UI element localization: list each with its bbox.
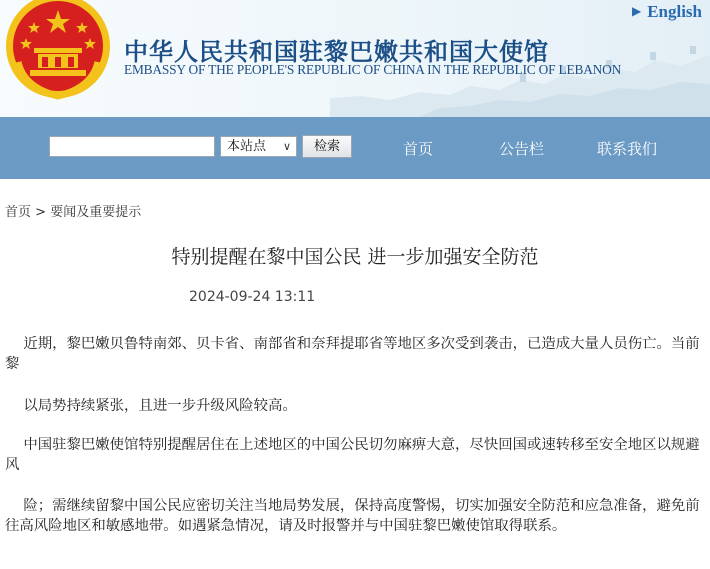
chevron-down-icon: ∨ bbox=[282, 140, 291, 153]
nav-item-home[interactable]: 首页 bbox=[403, 140, 434, 158]
article-paragraph: 中国驻黎巴嫩使馆特别提醒居住在上述地区的中国公民切勿麻痹大意，尽快回国或速转移至安全地区以规避风 bbox=[5, 437, 700, 473]
article-date: 2024-09-24 13:11 bbox=[189, 289, 316, 305]
embassy-title-english: EMBASSY OF THE PEOPLE'S REPUBLIC OF CHINA IN THE REPUBLIC OF LEBANON bbox=[124, 62, 622, 77]
english-language-link[interactable] bbox=[632, 2, 702, 22]
main-nav-bar bbox=[0, 117, 710, 179]
nav-item-contact[interactable]: 联系我们 bbox=[597, 140, 658, 158]
breadcrumb-home-link[interactable]: 首页 bbox=[5, 205, 32, 220]
national-emblem-icon bbox=[4, 0, 112, 104]
search-scope-value: 本站点 bbox=[227, 139, 267, 154]
search-scope-select[interactable] bbox=[220, 136, 297, 157]
article-title: 特别提醒在黎中国公民 进一步加强安全防范 bbox=[171, 246, 539, 268]
embassy-title-chinese: 中华人民共和国驻黎巴嫩共和国大使馆 bbox=[124, 37, 549, 66]
breadcrumb-current[interactable]: 要闻及重要提示 bbox=[50, 205, 142, 220]
search-input[interactable] bbox=[49, 136, 215, 157]
article-paragraph: 以局势持续紧张，且进一步升级风险较高。 bbox=[5, 398, 297, 414]
nav-item-notices[interactable]: 公告栏 bbox=[499, 140, 545, 158]
search-button[interactable]: 检索 bbox=[302, 135, 352, 158]
triangle-right-icon: ▶ bbox=[631, 4, 642, 18]
site-header bbox=[0, 0, 710, 117]
breadcrumb-separator: > bbox=[35, 205, 47, 220]
english-link-label: English bbox=[647, 2, 702, 21]
article-paragraph: 险；需继续留黎中国公民应密切关注当地局势发展，保持高度警惕，切实加强安全防范和应急准备，避免前往高风险地区和敏感地带。如遇紧急情况，请及时报警并与中国驻黎巴嫩使馆取得联系。 bbox=[5, 498, 700, 534]
article-paragraph: 近期，黎巴嫩贝鲁特南郊、贝卡省、南部省和奈拜提耶省等地区多次受到袭击，已造成大量人员伤亡。当前黎 bbox=[5, 336, 700, 372]
breadcrumb bbox=[5, 201, 141, 220]
